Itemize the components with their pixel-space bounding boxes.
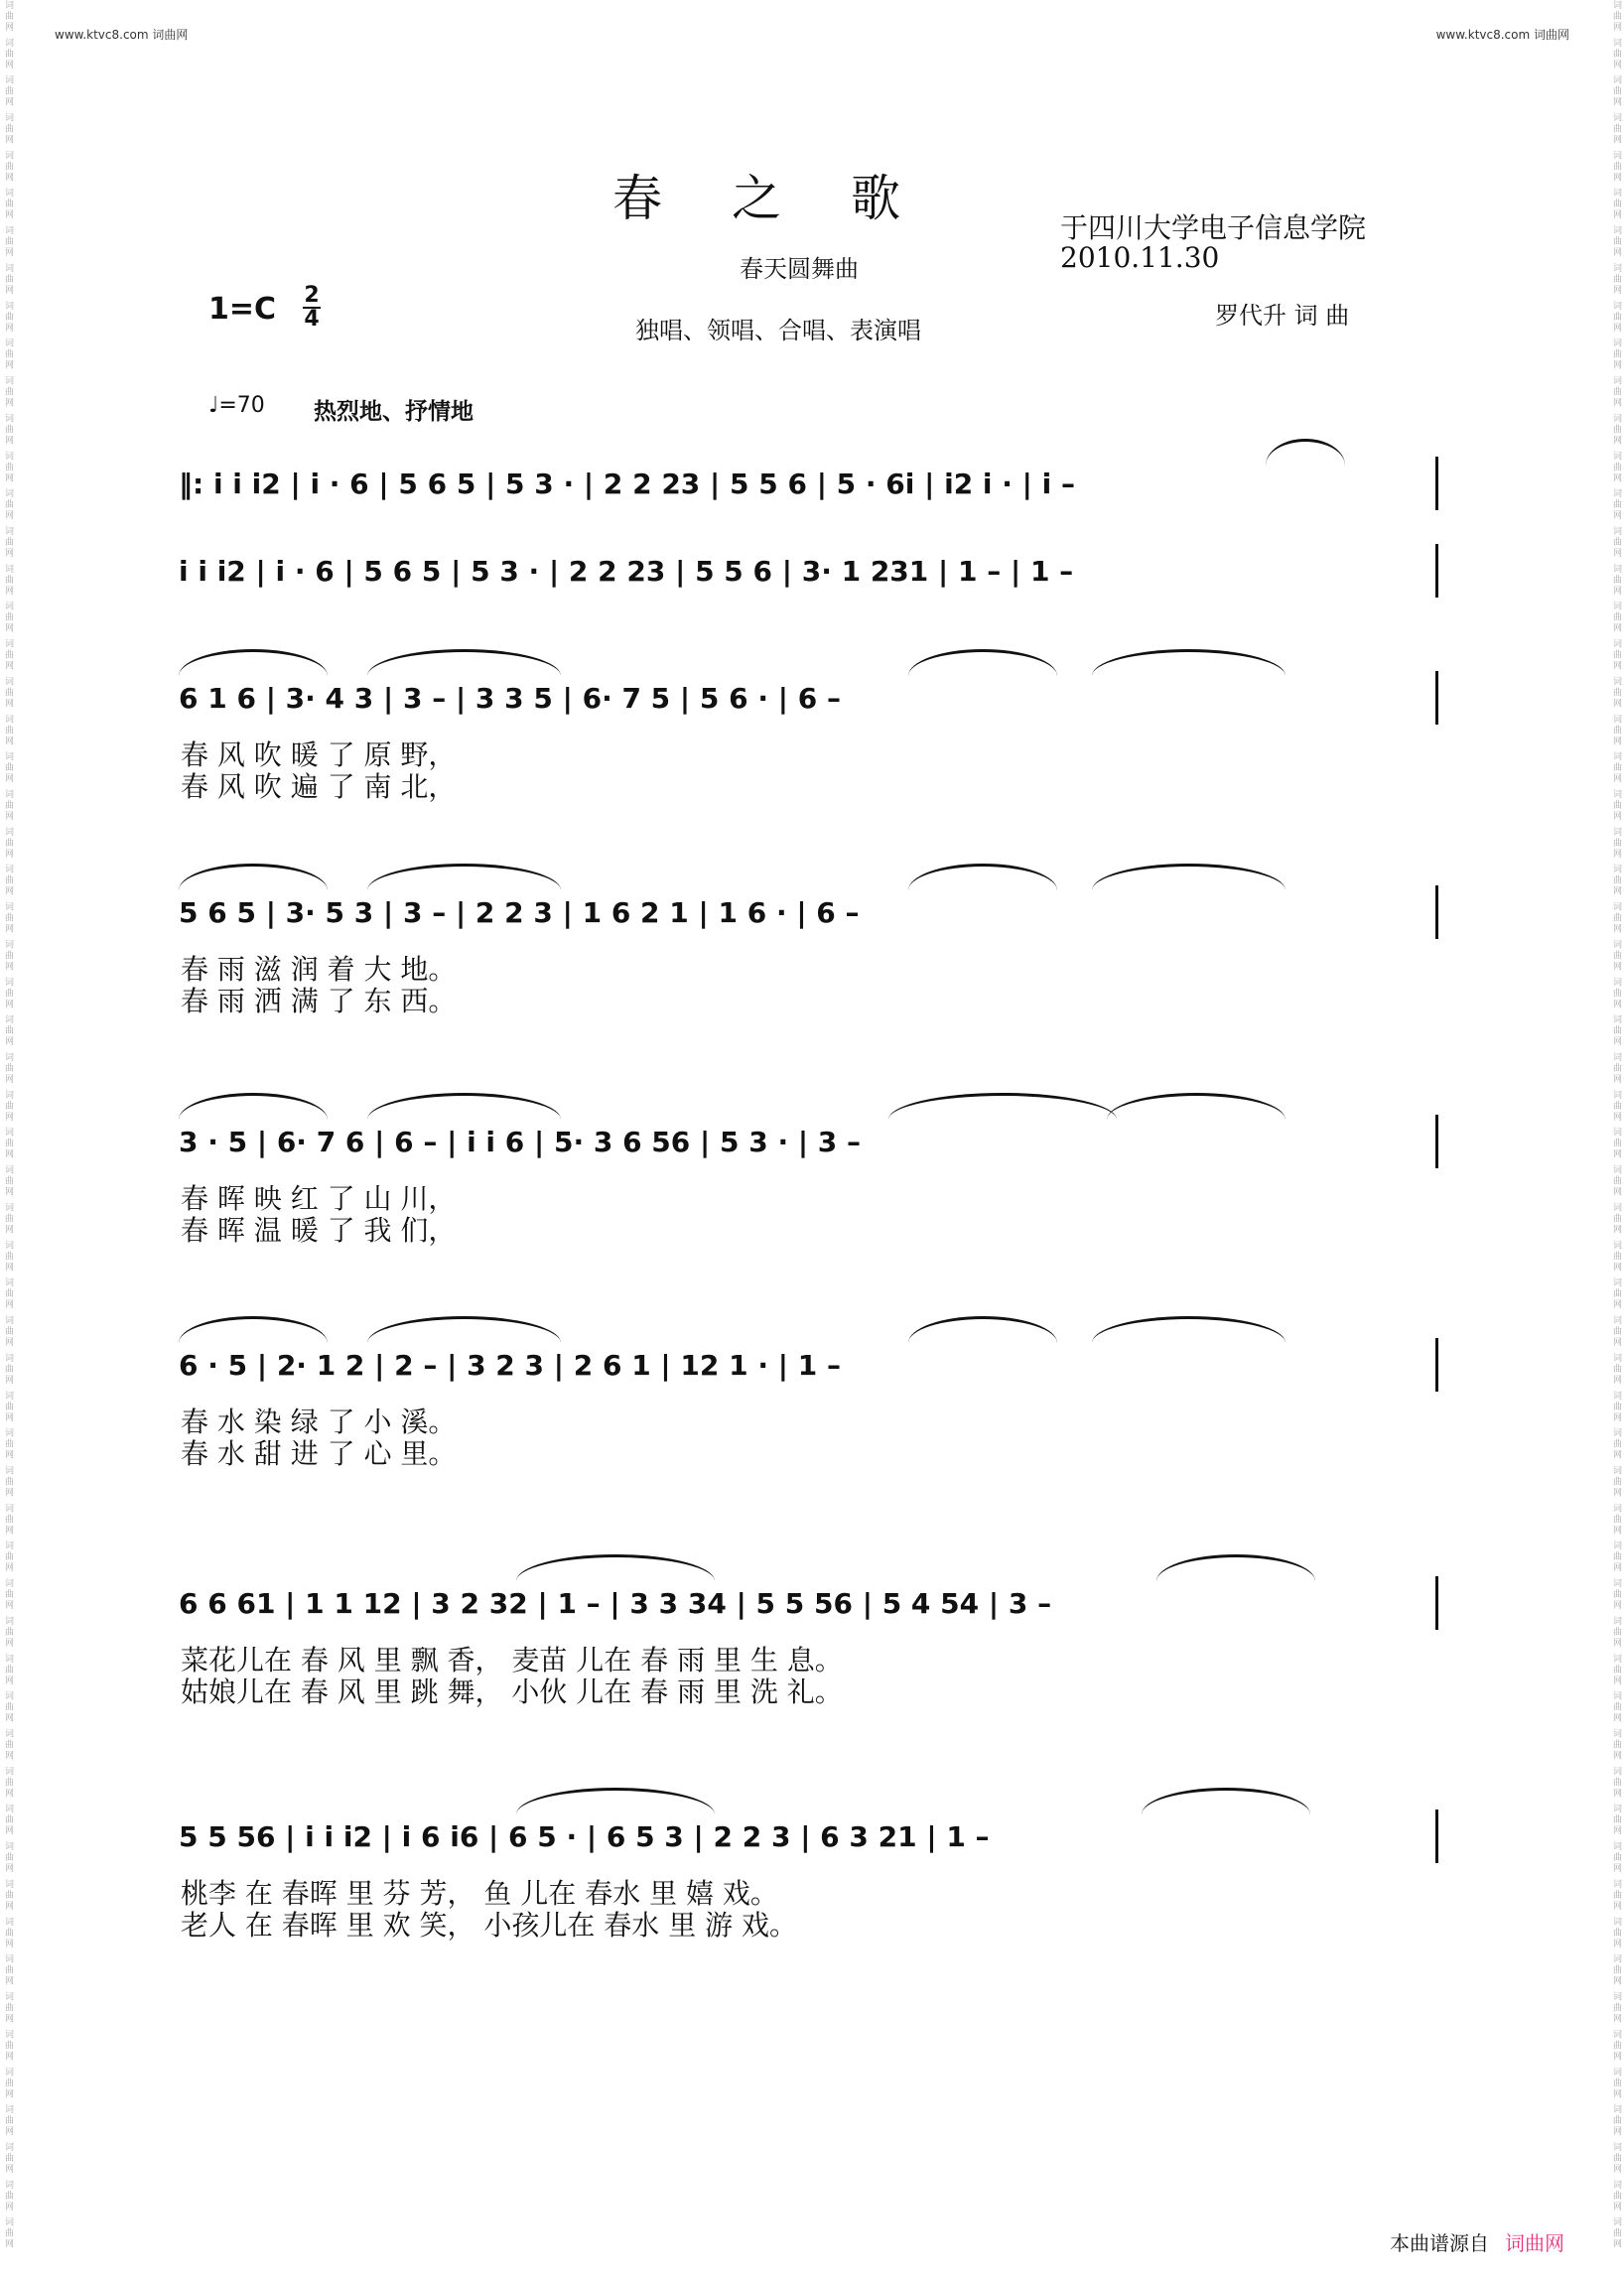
score-system-8 [0,1811,1624,1942]
side-watermark-right: 词曲网 词曲网 词曲网 词曲网 词曲网 词曲网 词曲网 词曲网 词曲网 词曲网 词曲网 词曲网 词曲网 词曲网 词曲网 词曲网 词曲网 词曲网 词曲网 词曲网 词曲网 词曲网 词曲网 词曲网 词曲网 词曲网 词曲网 词曲网 词曲网 词曲网 词曲网 词曲网 词曲网 词曲网 词曲网 词曲网 词曲网 词曲网 词曲网 词曲网 词曲网 词曲网 词曲网 词曲网 词曲网 词曲网 词曲网 词曲网 词曲网 词曲网 词曲网 词曲网 词曲网 词曲网 词曲网 词曲网 词曲网 词曲网 词曲网 词曲网 [1611,0,1621,2250]
barline-end [1435,1576,1438,1630]
slur [1092,1316,1286,1343]
slur [908,864,1057,890]
footer [1390,2227,1564,2256]
notes-line-6: 6 · 5 | 2· 1 2 | 2 – | 3 2 3 | 2 6 1 | 12 1 · | 1 – [179,1348,841,1382]
lyrics-verse-2: 老人 在 春晖 里 欢 笑， 小孩儿在 春水 里 游 戏。 [181,1909,798,1942]
lyrics-verse-2: 春 水 甜 进 了 心 里。 [181,1437,457,1470]
time-bottom: 4 [304,307,320,332]
lyrics-verse-1: 春 水 染 绿 了 小 溪。 [181,1406,457,1438]
lyrics-verse-1: 春 风 吹 暖 了 原 野， [181,738,457,771]
slur [1092,864,1286,890]
slur [908,1316,1057,1343]
score-system-6 [0,1340,1624,1470]
lyrics-verse-2: 姑娘儿在 春 风 里 跳 舞， 小伙 儿在 春 雨 里 洗 礼。 [181,1675,843,1708]
notes-line-3: 6 1 6 | 3· 4 3 | 3 – | 3 3 5 | 6· 7 5 | 5 6 · | 6 – [179,681,841,715]
score-system-7 [0,1578,1624,1708]
slur [888,1093,1117,1120]
score-system-2 [0,546,1624,655]
barline-end [1435,1338,1438,1392]
slur [367,1316,561,1343]
score-system-4 [0,887,1624,1017]
lyrics-verse-1: 桃李 在 春晖 里 芬 芳， 鱼 儿在 春水 里 嬉 戏。 [181,1877,778,1910]
time-signature [303,285,321,331]
barline-end [1435,885,1438,939]
lyrics-verse-2: 春 风 吹 遍 了 南 北， [181,770,457,803]
slur [516,1554,715,1581]
notes-line-2: i i i2 | i · 6 | 5 6 5 | 5 3 · | 2 2 23 | 5 5 6 | 3· 1 231 | 1 – | 1 – [179,554,1074,588]
slur [179,1316,328,1343]
notes-line-4: 5 6 5 | 3· 5 3 | 3 – | 2 2 3 | 1 6 2 1 | 1 6 · | 6 – [179,895,860,929]
notes-line-7: 6 6 61 | 1 1 12 | 3 2 32 | 1 – | 3 3 34 | 5 5 56 | 5 4 54 | 3 – [179,1586,1052,1620]
slur [367,864,561,890]
slur [179,864,328,890]
lyrics-verse-1: 春 雨 滋 润 着 大 地。 [181,953,457,986]
header-site-right: www.ktvc8.com 词曲网 [1435,28,1569,42]
notes-line-1: ‖: i i i2 | i · 6 | 5 6 5 | 5 3 · | 2 2 23 | 5 5 6 | 5 · 6i | i2 i · | i – [179,467,1075,500]
footer-source-label: 本曲谱源自 [1390,2231,1489,2255]
slur [516,1788,715,1814]
time-top: 2 [304,283,320,308]
barline-end [1435,1809,1438,1863]
slur [1142,1788,1310,1814]
footer-brand-link[interactable]: 词曲网 [1505,2231,1564,2255]
author-text: 罗代升 词 曲 [1215,302,1350,330]
tempo-mark: ♩=70 [208,393,265,418]
barline-end [1435,671,1438,725]
score-system-3 [0,673,1624,803]
lyrics-verse-1: 菜花儿在 春 风 里 飘 香， 麦苗 儿在 春 雨 里 生 息。 [181,1644,843,1676]
barline-end [1435,1115,1438,1168]
slur [1156,1554,1315,1581]
page-title: 春之歌 [612,170,970,227]
origin-text: 于四川大学电子信息学院 [1060,211,1367,244]
performance-type: 独唱、领唱、合唱、表演唱 [635,317,921,344]
expression-mark: 热烈地、抒情地 [314,399,474,425]
slur [1266,439,1345,466]
side-watermark-left: 词曲网 词曲网 词曲网 词曲网 词曲网 词曲网 词曲网 词曲网 词曲网 词曲网 词曲网 词曲网 词曲网 词曲网 词曲网 词曲网 词曲网 词曲网 词曲网 词曲网 词曲网 词曲网 词曲网 词曲网 词曲网 词曲网 词曲网 词曲网 词曲网 词曲网 词曲网 词曲网 词曲网 词曲网 词曲网 词曲网 词曲网 词曲网 词曲网 词曲网 词曲网 词曲网 词曲网 词曲网 词曲网 词曲网 词曲网 词曲网 词曲网 词曲网 词曲网 词曲网 词曲网 词曲网 词曲网 词曲网 词曲网 词曲网 词曲网 词曲网 [3,0,13,2250]
lyrics-verse-2: 春 晖 温 暖 了 我 们， [181,1214,457,1247]
barline-end [1435,457,1438,510]
lyrics-verse-1: 春 晖 映 红 了 山 川， [181,1182,457,1215]
header-site-left: www.ktvc8.com 词曲网 [55,28,189,42]
key-signature: 1=C [208,292,277,327]
lyrics-verse-2: 春 雨 洒 满 了 东 西。 [181,985,457,1017]
barline-end [1435,544,1438,598]
notes-line-5: 3 · 5 | 6· 7 6 | 6 – | i i 6 | 5· 3 6 56 | 5 3 · | 3 – [179,1125,862,1158]
subtitle: 春天圆舞曲 [740,255,859,283]
slur [367,1093,561,1120]
notes-line-8: 5 5 56 | i i i2 | i 6 i6 | 6 5 · | 6 5 3 | 2 2 3 | 6 3 21 | 1 – [179,1819,990,1853]
slur [1107,1093,1286,1120]
score-system-5 [0,1117,1624,1247]
date-text: 2010.11.30 [1060,241,1220,274]
slur [179,1093,328,1120]
